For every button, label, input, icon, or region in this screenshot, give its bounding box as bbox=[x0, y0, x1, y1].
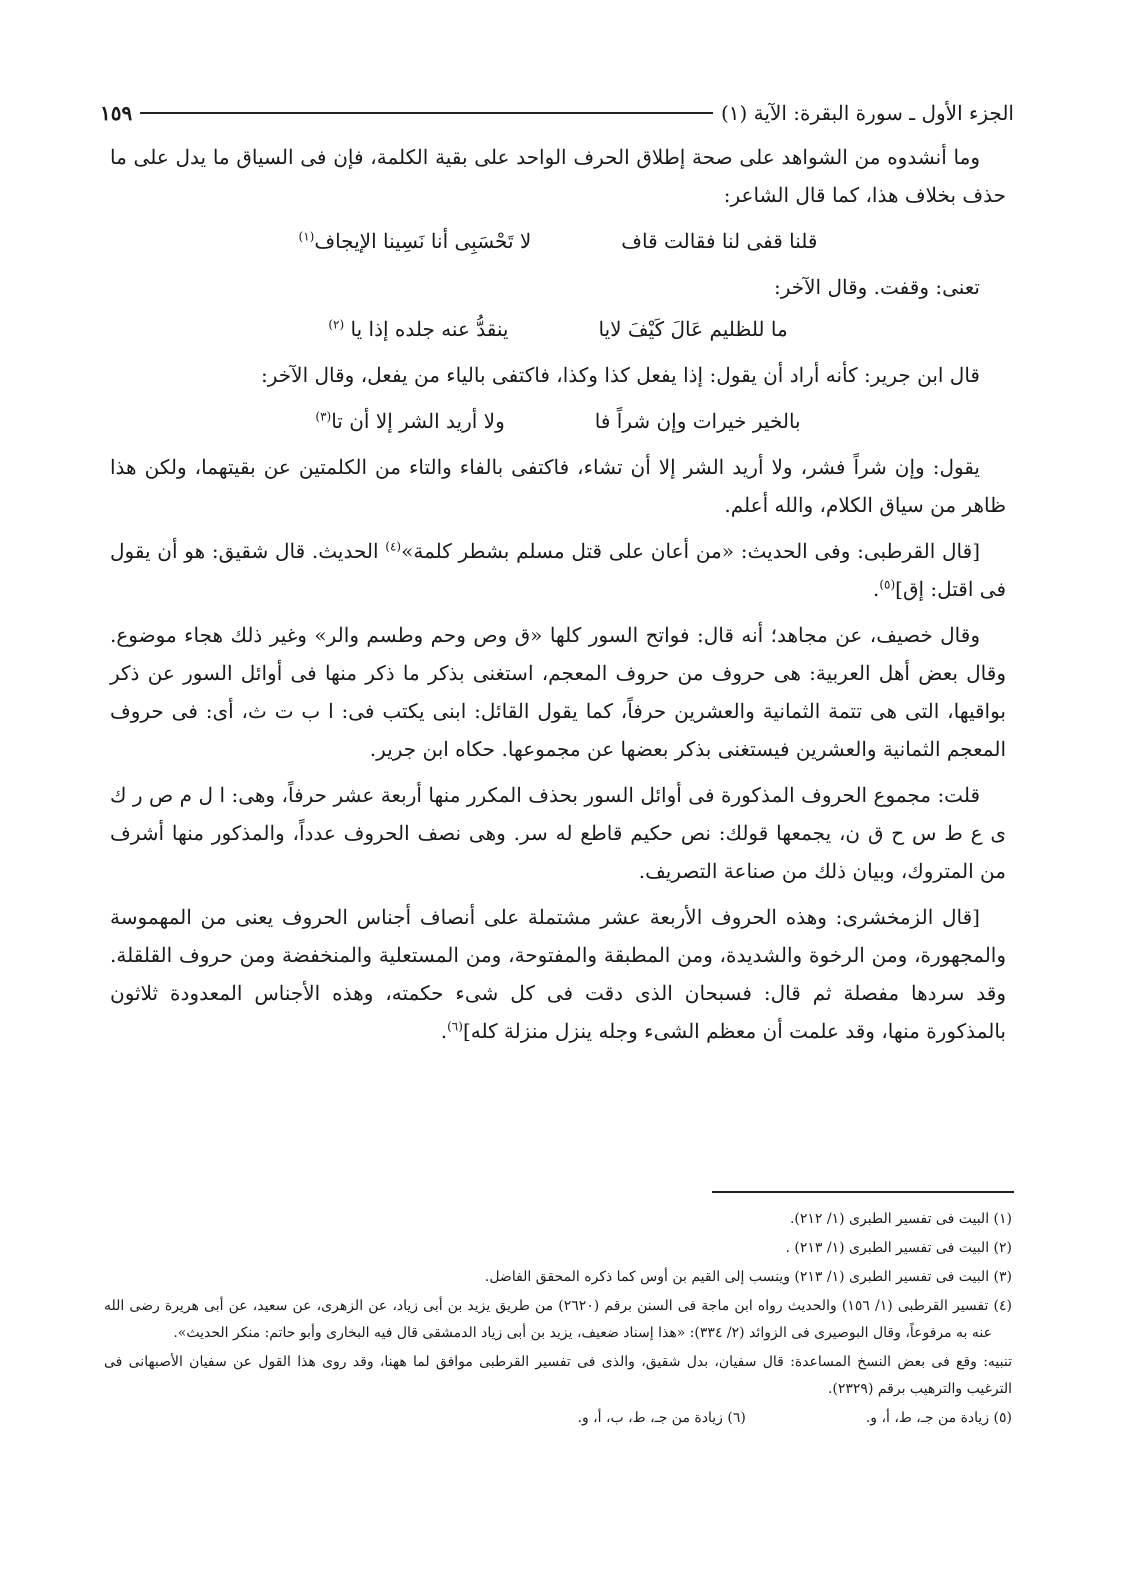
footnote-4: (٤) تفسير القرطبى (١/ ١٥٦) والحديث رواه ابن ماجة فى السنن برقم (٢٦٢٠) من طريق يزيد بن أبى زياد، عن الزهرى، عن سعيد، عن أبى هريرة رضى الله عنه به مرفوعاً، وقال البوصيرى فى الزوائد (٢/ ٣٣٤): «هذا إسناد ضعيف، يزيد بن أبى زياد الدمشقى قال فيه البخارى وأبو حاتم: منكر الحديث». bbox=[104, 1298, 1012, 1341]
paragraph-3: قال ابن جرير: كأنه أراد أن يقول: إذا يفعل كذا وكذا، فاكتفى بالياء من يفعل، وقال الآخر: bbox=[261, 363, 980, 387]
verse-3-second-half bbox=[315, 402, 504, 440]
header-rule bbox=[140, 112, 713, 114]
paragraph-2: تعنى: وقفت. وقال الآخر: bbox=[773, 275, 980, 299]
footnote-5: (٥) زيادة من جـ، ط، أ، و. bbox=[865, 1410, 1012, 1426]
paragraph-5-part-b: الحديث. قال شقيق: هو أن يقول فى اقتل: إق] bbox=[110, 539, 1006, 601]
running-title: الجزء الأول ـ سورة البقرة: الآية (١) bbox=[720, 101, 1014, 125]
footnote-ref-3[interactable]: (٣) bbox=[315, 409, 332, 424]
footnote-note: تنبيه: وقع فى بعض النسخ المساعدة: قال سفيان، بدل شقيق، والذى فى تفسير القرطبى موافق لما ههنا، وقد روى هذا القول عن سفيان الأصبهانى فى الترغيب والترهيب برقم (٢٣٢٩). bbox=[104, 1354, 1012, 1397]
verse-3 bbox=[110, 402, 1006, 440]
paragraph-8-end: . bbox=[440, 1019, 448, 1043]
footnote-ref-6[interactable]: (٦) bbox=[447, 1019, 463, 1034]
footnotes-5-6 bbox=[104, 1405, 1012, 1432]
paragraph-5-end: . bbox=[872, 577, 880, 601]
footnote-ref-4[interactable]: (٤) bbox=[385, 539, 402, 554]
running-header bbox=[100, 96, 1014, 130]
paragraph-5 bbox=[110, 532, 1006, 608]
paragraph-6: وقال خصيف، عن مجاهد؛ أنه قال: فواتح السور كلها «ق وص وحم وطسم والر» وغير ذلك هجاء موضوع. وقال بعض أهل العربية: هى حروف من حروف المعجم، استغنى بذكر ما ذكر منها فى أوائل السور عن ذكر بواقيها، التى هى تتمة الثمانية والعشرين حرفاً، كما يقول القائل: ابنى يكتب فى: ا ب ت ث، أى: فى حروف المعجم الثمانية والعشرين فيستغنى بذكر بعضها عن مجموعها. حكاه ابن جرير. bbox=[110, 623, 1006, 761]
verse-2-first-half: ما للظليم عَالَ كَيْفَ لايا bbox=[598, 317, 788, 341]
footnote-6: (٦) زيادة من جـ، ط، ب، أ، و. bbox=[577, 1410, 746, 1426]
paragraph-8 bbox=[110, 898, 1006, 1050]
footnote-3: (٣) البيت فى تفسير الطبرى (١/ ٢١٣) وينسب إلى القيم بن أوس كما ذكره المحقق الفاضل. bbox=[484, 1269, 1012, 1285]
verse-2-second-half bbox=[328, 310, 508, 348]
verse-3-second-text: ولا أريد الشر إلا أن تا bbox=[331, 409, 505, 433]
verse-2 bbox=[110, 310, 1006, 348]
verse-1 bbox=[110, 222, 1006, 260]
footnote-2: (٢) البيت فى تفسير الطبرى (١/ ٢١٣) . bbox=[785, 1240, 1012, 1256]
verse-1-second-half bbox=[299, 222, 532, 260]
footnotes bbox=[104, 1206, 1012, 1432]
page-number: ١٥٩ bbox=[100, 101, 133, 125]
footnote-ref-2[interactable]: (٢) bbox=[328, 317, 345, 332]
footnote-1: (١) البيت فى تفسير الطبرى (١/ ٢١٢). bbox=[789, 1211, 1012, 1227]
footnote-ref-5[interactable]: (٥) bbox=[879, 577, 896, 592]
paragraph-1: وما أنشدوه من الشواهد على صحة إطلاق الحرف الواحد على بقية الكلمة، فإن فى السياق ما يدل على ما حذف بخلاف هذا، كما قال الشاعر: bbox=[110, 145, 1006, 207]
verse-1-first-half: قلنا قفى لنا فقالت قاف bbox=[621, 229, 818, 253]
paragraph-7: قلت: مجموع الحروف المذكورة فى أوائل السور بحذف المكرر منها أربعة عشر حرفاً، وهى: ا ل م ص ر ك ى ع ط س ح ق ن، يجمعها قولك: نص حكيم قاطع له سر. وهى نصف الحروف عدداً، والمذكور منها أشرف من المتروك، وبيان ذلك من صناعة التصريف. bbox=[110, 783, 1006, 883]
paragraph-8-text: [قال الزمخشرى: وهذه الحروف الأربعة عشر مشتملة على أنصاف أجناس الحروف يعنى من المهموسة والمجهورة، ومن الرخوة والشديدة، ومن المطبقة والمفتوحة، ومن المستعلية والمنخفضة ومن حروف القلقلة. وقد سردها مفصلة ثم قال: فسبحان الذى دقت فى كل شىء حكمته، وهذه الأجناس المعدودة ثلاثون بالمذكورة منها، وقد علمت أن معظم الشىء وجله ينزل منزلة كله] bbox=[110, 905, 1006, 1043]
paragraph-4: يقول: وإن شراً فشر، ولا أريد الشر إلا أن تشاء، فاكتفى بالفاء والتاء من الكلمتين عن بقيتهما، ولكن هذا ظاهر من سياق الكلام، والله أعلم. bbox=[110, 455, 1006, 517]
paragraph-5-part-a: [قال القرطبى: وفى الحديث: «من أعان على قتل مسلم بشطر كلمة» bbox=[401, 539, 981, 563]
verse-3-first-half: بالخير خيرات وإن شراً فا bbox=[594, 409, 801, 433]
verse-2-second-text: ينقدُّ عنه جلده إذا يا bbox=[350, 317, 509, 341]
verse-1-second-text: لا تَحْسَبِى أنا نَسِينا الإيجاف bbox=[314, 229, 532, 253]
footnote-divider bbox=[712, 1191, 1014, 1193]
main-text bbox=[110, 138, 1006, 1058]
footnote-ref-1[interactable]: (١) bbox=[298, 229, 315, 244]
